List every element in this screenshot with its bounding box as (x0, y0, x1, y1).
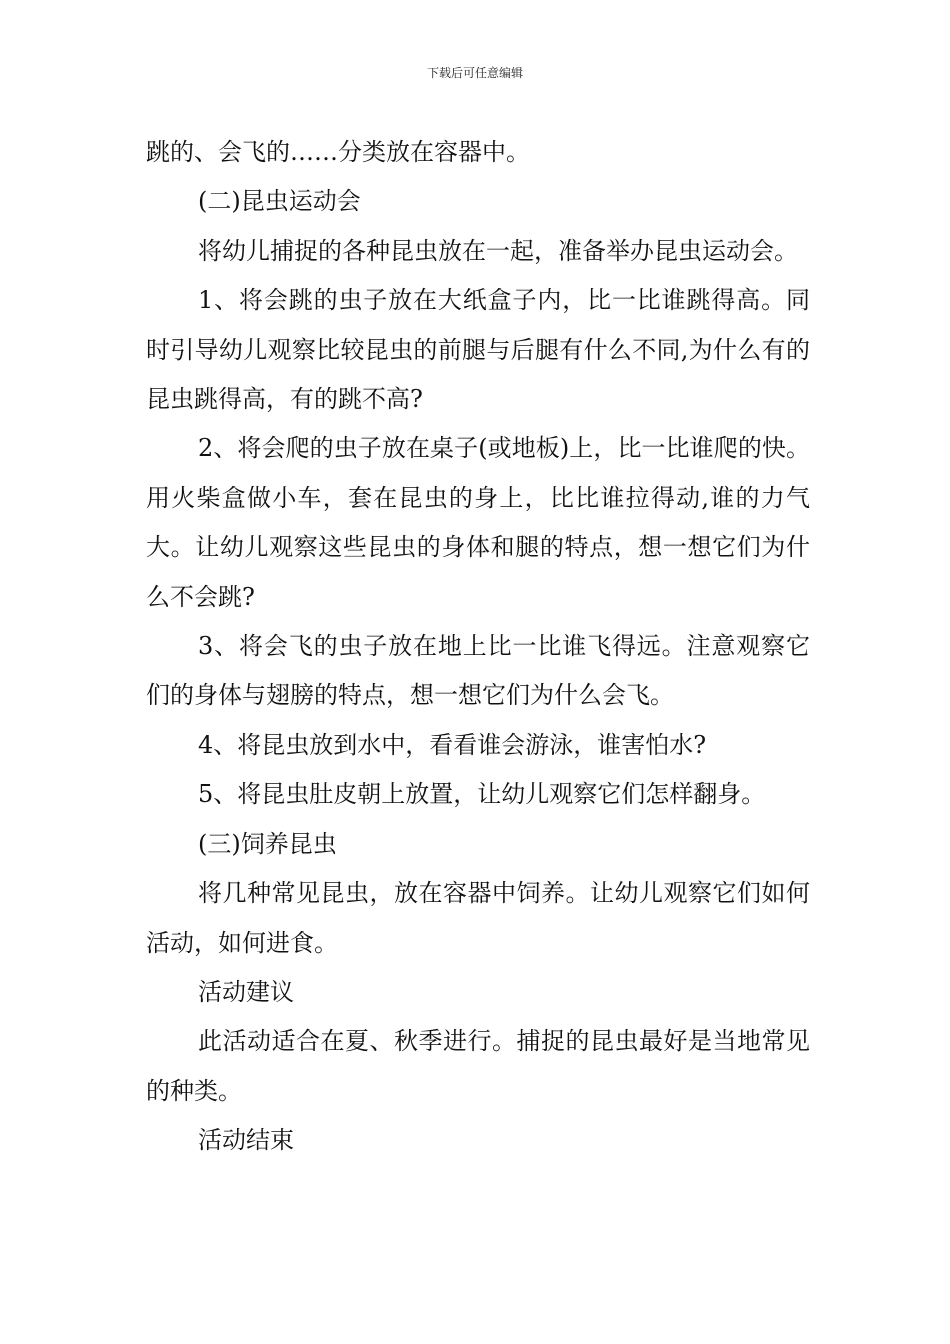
paragraph-item-5: 5、将昆虫肚皮朝上放置，让幼儿观察它们怎样翻身。 (198, 780, 766, 809)
section-heading-activity-suggestion: 活动建议 (198, 977, 294, 1006)
section-heading-activity-end: 活动结束 (198, 1126, 294, 1155)
paragraph-activity-suggestion: 此活动适合在夏、秋季进行。捕捉的昆虫最好是当地常见的种类。 (146, 1027, 810, 1105)
paragraph-sports-meet-intro: 将幼儿捕捉的各种昆虫放在一起，准备举办昆虫运动会。 (198, 236, 798, 265)
paragraph-raising-insects: 将几种常见昆虫，放在容器中饲养。让幼儿观察它们如何活动，如何进食。 (146, 879, 810, 957)
paragraph-item-1: 1、将会跳的虫子放在大纸盒子内，比一比谁跳得高。同时引导幼儿观察比较昆虫的前腿与后腿有什么不同,为什么有的昆虫跳得高，有的跳不高? (146, 286, 810, 414)
paragraph-item-3: 3、将会飞的虫子放在地上比一比谁飞得远。注意观察它们的身体与翅膀的特点，想一想它们为什么会飞。 (146, 632, 810, 710)
section-heading-insect-sports-meet: (二)昆虫运动会 (198, 187, 361, 216)
page-header: 下载后可任意编辑 (426, 66, 523, 80)
document-body (146, 128, 810, 1166)
section-heading-raising-insects: (三)饲养昆虫 (198, 829, 337, 858)
paragraph-continuation: 跳的、会飞的……分类放在容器中。 (146, 138, 530, 166)
paragraph-item-2: 2、将会爬的虫子放在桌子(或地板)上，比一比谁爬的快。用火柴盒做小车，套在昆虫的身上，比比谁拉得动,谁的力气大。让幼儿观察这些昆虫的身体和腿的特点，想一想它们为什么不会跳? (146, 434, 810, 611)
paragraph-item-4: 4、将昆虫放到水中，看看谁会游泳，谁害怕水? (198, 730, 707, 759)
